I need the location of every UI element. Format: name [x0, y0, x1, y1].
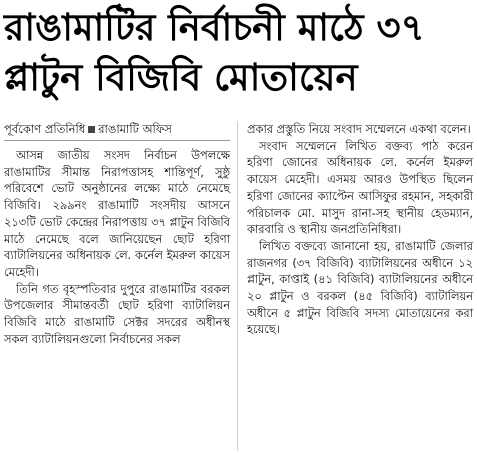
headline-line-1: রাঙামাটির নির্বাচনী মাঠে ৩৭: [4, 6, 425, 49]
article-paragraph: তিনি গত বৃহস্পতিবার দুপুরে রাঙামাটির বরকল উপজেলার সীমান্তবর্তী ছোট হরিণা ব্যাটালিয়ন বিজিবি মাঠে রাঙামাটি সেক্টর সদরের অধীনস্থ সকল ব্যাটালিয়নগুলো নির্বাচনের সকল: [4, 281, 230, 346]
headline-line-2: প্লাটুন বিজিবি মোতায়েন: [4, 56, 358, 99]
byline-reporter: পূর্বকোণ প্রতিনিধি: [4, 122, 86, 136]
article-column-left: [4, 147, 230, 347]
byline-office: রাঙামাটি অফিস: [98, 122, 172, 136]
article-paragraph: লিখিত বক্তব্যে জানানো হয়, রাঙামাটি জেলার রাজনগর (৩৭ বিজিবি) ব্যাটালিয়নের অধীনে ১২ প্লাটুন, কাপ্তাই (৪১ বিজিবি) ব্যাটালিয়নের অধীনে ২০ প্লাটুন ও বরকল (৪৫ বিজিবি) ব্যাটালিয়ন অধীনে ৫ প্লাটুন বিজিবি সদস্য মোতায়েনের করা হয়েছে।: [247, 238, 473, 337]
byline: [4, 121, 230, 141]
article-paragraph: আসন্ন জাতীয় সংসদ নির্বাচন উপলক্ষে রাঙামাটির সীমান্ত নিরাপত্তাসহ শান্তিপূর্ণ, সুষ্ঠু পরিবেশে ভোট অনুষ্ঠানের লক্ষ্যে মাঠে নেমেছে বিজিবি। ২৯৯নং রাঙামাটি সংসদীয় আসনে ২১৩টি ভোট কেন্দ্রের নিরাপত্তায় ৩৭ প্লাটুন বিজিবি মাঠে নেমেছে বলে জানিয়েছেন ছোট হরিণা ব্যাটালিয়নের অধিনায়ক লে. কর্নেল ইমরুল কায়েস মেহেদী।: [4, 148, 230, 279]
square-bullet-icon: [88, 126, 95, 133]
article-paragraph: প্রকার প্রস্তুতি নিয়ে সংবাদ সম্মেলনে একথা বলেন।: [247, 122, 471, 136]
article-column-right: [247, 121, 473, 338]
article-paragraph: সংবাদ সম্মেলনে লিখিত বক্তব্য পাঠ করেন হরিণা জোনের অধিনায়ক লে. কর্নেল ইমরুল কায়েস মেহেদী। এসময় আরও উপস্থিত ছিলেন হরিণা জোনের ক্যাপ্টেন আসিফুর রহমান, সহকারী পরিচালক মো. মাসুদ রানা-সহ স্থানীয় হেডম্যান, কারবারি ও স্থানীয় জনপ্রতিনিধিরা।: [247, 138, 473, 237]
column-divider: [237, 121, 238, 451]
